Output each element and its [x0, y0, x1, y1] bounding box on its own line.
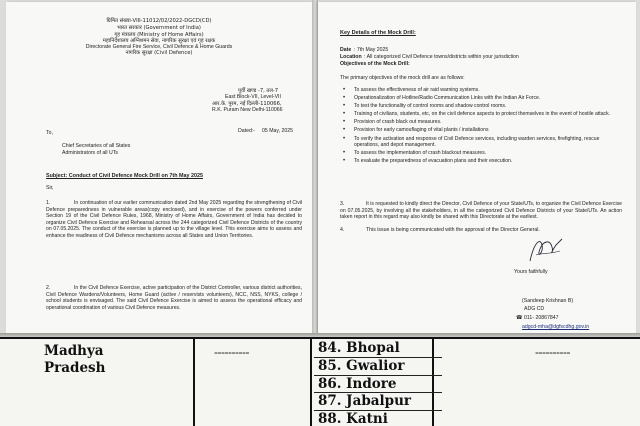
state-line: Madhya: [44, 343, 104, 359]
letterhead: [6, 18, 312, 57]
letter-page-2: [318, 2, 636, 336]
list-item: • To evaluate the preparedness of evacuation plans and their execution.: [340, 158, 616, 164]
para-number: 3.: [340, 201, 345, 207]
file-number: ग्रिमित संख्या-VIII-11012/02/2022-DGCD(CD): [106, 18, 212, 24]
recipient-line: Administrators of all UTs: [62, 150, 118, 156]
objectives-heading: Objectives of the Mock Drill:: [340, 61, 410, 67]
list-item: • Operationalization of Hotline/Radio Communication Links with the Indian Air Force.: [340, 95, 616, 101]
city-item: 84. Bhopal: [318, 340, 400, 356]
to-line: To,: [46, 130, 53, 136]
address-line: R.K. Puram New Delhi-110066: [212, 106, 283, 113]
paragraph-1: In continuation of our earlier communication dated 2nd May 2025 regarding the strengthening of Civil Defence preparedness in vulnerable areas(copy enclosed), and in exercise of the powers conferred under Section 19 of the Civil Defence Rules, 1968, Ministry of Home Affairs, Government of India has decided to organize Civil Defence Exercise and Rehearsal across the 244 categorized Civil Defence Districts of the country on 07.05.2025. The conduct of the exercise is planned up to the village level. This exercise aims to assess and enhance the readiness of Civil Defence mechanisms across all States and Union Territories.: [46, 200, 302, 239]
location-label: Location: [340, 54, 362, 60]
objectives-list: [340, 87, 616, 166]
list-item: • To verify the activation and response of Civil Defence services, including warden services, firefighting, rescue operations, and depot management.: [340, 136, 616, 149]
address-line: East Block-VII, Level-VII: [225, 94, 281, 101]
subject-line: Subject: Conduct of Civil Defence Mock Drill on 7th May 2025: [46, 173, 203, 179]
para-number: 1.: [46, 200, 51, 206]
paragraph-2: In the Civil Defence Exercise, active participation of the District Controller, various district authorities, Civil Defence Wardens/Volunteers, Home Guard (active / reservists volunteers), NCC, NSS, NYKS, college / school students is envisaged. The said Civil Defence Exercise is aimed to assess the operational efficacy and operational coordination of various Civil Defence measures.: [46, 285, 302, 311]
list-item: • Training of civilians, students, etc, on the civil defence aspects to protect themselves in the event of hostile attack.: [340, 111, 616, 117]
address-line: पूर्वी खण्ड -7, तल-7: [238, 88, 279, 94]
table-border: [0, 337, 640, 339]
office-address: [212, 88, 283, 113]
signature-mark: [526, 235, 566, 265]
city-item: 86. Indore: [318, 375, 397, 392]
directorate-hindi: महानिदेशालय अग्निशमन सेवा, नागरिक सुरक्षा एवं गृह रक्षक: [102, 37, 216, 44]
address-line: आर.के. पुरम, नई दिल्ली-110066,: [212, 100, 282, 107]
closing-line: Yours faithfully: [514, 269, 548, 275]
signatory-title: ADG CD: [524, 306, 545, 312]
dash-placeholder: ----------: [535, 345, 570, 359]
date-value: : 7th May 2025: [354, 47, 389, 53]
civil-defence-line: नागरिक सुरक्षा (Civil Defence): [125, 50, 193, 57]
salutation: Sir,: [46, 185, 54, 191]
para-number: 4.: [340, 227, 345, 233]
recipient-line: Chief Secretaries of all States: [62, 143, 131, 149]
details-heading: Key Details of the Mock Drill:: [340, 30, 416, 36]
para-number: 2.: [46, 285, 51, 291]
paragraph-4: This issue is being communicated with the approval of the Director General.: [366, 227, 540, 233]
state-name: [44, 343, 105, 377]
signatory-email[interactable]: adgcd-mha@dgfscdhg.gov.in: [522, 324, 590, 330]
signatory-phone: 011- 20867847: [524, 315, 559, 321]
objectives-intro: The primary objectives of the mock drill are as follows:: [340, 75, 465, 81]
dated-value: 05 May, 2025: [262, 128, 294, 134]
phone-icon: ☎: [516, 315, 523, 321]
paragraph-3: It is requested to kindly direct the Director, Civil Defence of your State/UTs, to organize the Civil Defence Exercise on 07.05.2025, by involving all the stakeholders, in all the categorized Civil Defence Districts of your State/UTs. An action taken report in this regard may also kindly be shared with this Directorate at the earliest.: [340, 201, 622, 221]
location-value: : All categorized Civil Defence towns/districts within your jurisdiction: [364, 54, 519, 60]
city-item: 87. Jabalpur: [318, 393, 412, 410]
city-item: 88. Katni: [318, 411, 388, 426]
city-list: [318, 340, 508, 426]
district-table: [0, 337, 640, 426]
dated-label: Dated:-: [238, 128, 256, 134]
table-divider: [310, 337, 312, 426]
table-divider: [193, 337, 195, 426]
city-item: 85. Gwalior: [318, 357, 405, 374]
ministry-line: गृह मंत्रालय (Ministry of Home Affairs): [114, 31, 204, 38]
date-label: Date: [340, 47, 352, 53]
list-item: • To assess the implementation of crash blackout measures.: [340, 150, 616, 156]
directorate-english: Directorate General Fire Service, Civil Defence & Home Guards: [85, 44, 233, 51]
list-item: • To test the functionality of control rooms and shadow control rooms.: [340, 103, 616, 109]
list-item: • To assess the effectiveness of air raid warning systems.: [340, 87, 616, 93]
state-line: Pradesh: [44, 360, 106, 376]
list-item: • Provision for early camouflaging of vital plants / installations: [340, 127, 616, 133]
letter-page-1: [6, 2, 312, 336]
government-line: भारत सरकार (Government of India): [117, 25, 201, 32]
signatory-name: (Sandeep Krishnan B): [522, 298, 574, 304]
dash-placeholder: ----------: [214, 345, 249, 359]
list-item: • Provision of crash black out measures.: [340, 119, 616, 125]
